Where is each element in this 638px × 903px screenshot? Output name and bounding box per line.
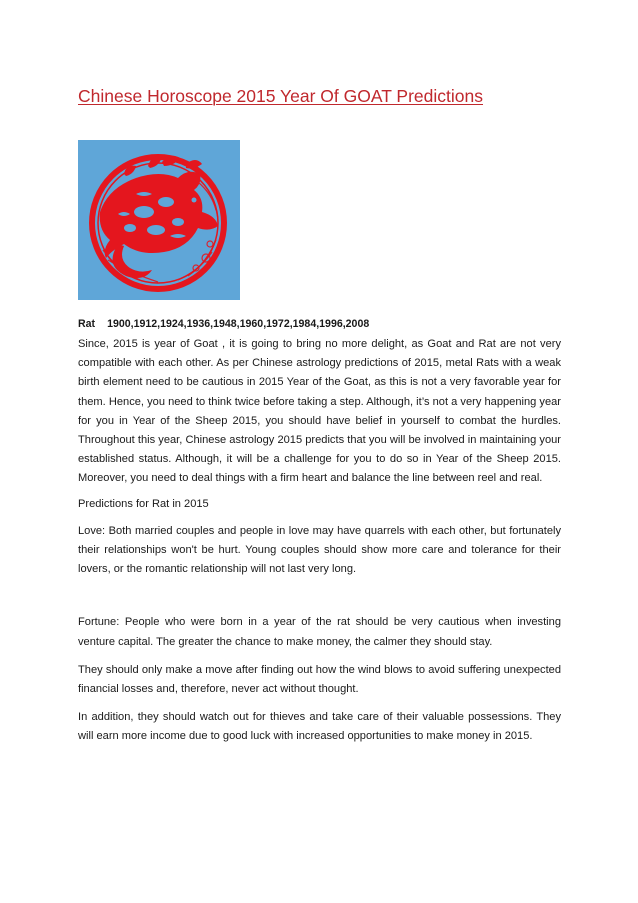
zodiac-image bbox=[78, 140, 240, 300]
document-body bbox=[78, 316, 561, 747]
zodiac-sign: Rat bbox=[78, 318, 96, 330]
love-paragraph: Love: Both married couples and people in love may have quarrels with each other, but fortunately their relationships won't be hurt. Young couples should show more care and tolerance for their lovers, or the romantic relationship will not last very long. bbox=[78, 524, 561, 576]
thieves-paragraph: In addition, they should watch out for thieves and take care of their valuable possessions. They will earn more income due to good luck with increased opportunities to make money in 2015. bbox=[78, 711, 561, 743]
document-title: Chinese Horoscope 2015 Year Of GOAT Predictions bbox=[78, 86, 483, 106]
red-rat-papercut-icon bbox=[78, 140, 240, 300]
wind-paragraph: They should only make a move after finding out how the wind blows to avoid suffering unexpected financial losses and, therefore, never act without thought. bbox=[78, 663, 561, 696]
predictions-heading: Predictions for Rat in 2015 bbox=[78, 497, 209, 510]
fortune-paragraph: Fortune: People who were born in a year of the rat should be very cautious when investing venture capital. The greater the chance to make money, the calmer they should stay. bbox=[78, 616, 561, 648]
zodiac-years: 1900,1912,1924,1936,1948,1960,1972,1984,1996,2008 bbox=[107, 318, 370, 330]
intro-paragraph: Since, 2015 is year of Goat , it is going to bring no more delight, as Goat and Rat are not very compatible with each other. As per Chinese astrology predictions of 2015, metal Rats with a weak birth element need to be cautious in 2015 Year of the Goat, as this is not a very favorable year for them. Hence, you need to think twice before taking a step. Although, it’s not a very happening year for you in Year of the Sheep 2015, you should have belief in yourself to combat the hurdles. Throughout this year, Chinese astrology 2015 predicts that you will be involved in maintaining your established status. Although, it will be a challenge for you to do so in Year of the Sheep 2015. Moreover, you need to deal things with a firm heart and balance the line between reel and real. bbox=[78, 338, 561, 485]
zodiac-heading bbox=[78, 316, 561, 332]
